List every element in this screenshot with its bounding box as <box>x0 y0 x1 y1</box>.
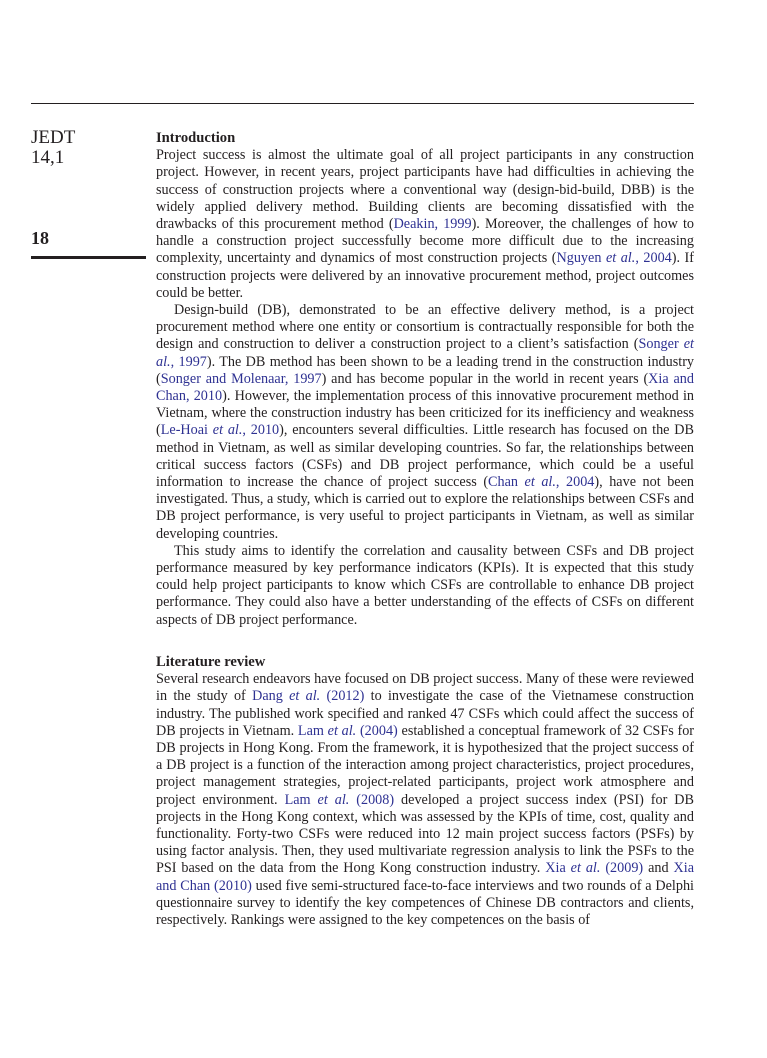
section-heading: Literature review <box>156 653 266 670</box>
citation-link[interactable]: Chan <box>488 474 525 491</box>
page-number: 18 <box>31 228 49 248</box>
citation-link[interactable]: Le-Hoai <box>160 422 213 439</box>
volume-issue: 14,1 <box>31 147 65 168</box>
citation-link[interactable]: , 1997 <box>170 353 207 370</box>
citation-link[interactable]: et al. <box>570 860 601 877</box>
citation-link[interactable]: Xia and Chan (2010) <box>156 860 694 894</box>
citation-link[interactable]: , 2004 <box>555 474 595 491</box>
citation-link[interactable]: et al. <box>605 250 636 267</box>
paragraph: Design-build (DB), demonstrated to be an effective delivery method, is a project procurement method where one entity or consortium is contractually responsible for both the design and construction to deliver a construction project to a client’s satisfaction (Songer et al., 1997). The DB method has been shown to be a leading trend in the construction industry (Songer and Molenaar, 1997) and has become popular in the world in recent years (Xia and Chan, 2010). However, the implementation process of this innovative procurement method in Vietnam, where the construction industry has been criticized for its inefficiency and weakness (Le-Hoai et al., 2010), encounters several difficulties. Little research has focused on the DB method in Vietnam, as well as similar developing countries. So far, the relationships between critical success factors (CSFs) and DB project performance, which could be a useful information to increase the chance of project success (Chan et al., 2004), have not been investigated. Thus, a study, which is carried out to explore the relationships between CSFs and DB project performance, is very useful to project participants in Vietnam, as well as similar developing countries. <box>156 302 695 542</box>
citation-link[interactable]: (2004) <box>356 722 398 739</box>
citation-link[interactable]: Lam <box>284 791 318 808</box>
citation-link[interactable]: Songer and Molenaar, 1997 <box>160 370 322 387</box>
paragraph: This study aims to identify the correlation and causality between CSFs and DB project performance measured by key performance indicators (KPIs). It is expected that this study could help project participants to know which CSFs are controllable to enhance DB project performance. They could also have a better understanding of the effects of CSFs on different aspects of DB project performance. <box>156 542 694 628</box>
citation-link[interactable]: et al. <box>317 791 350 808</box>
citation-link[interactable]: Xia <box>545 860 571 877</box>
citation-link[interactable]: Deakin, 1999 <box>393 216 472 233</box>
citation-link[interactable]: et al. <box>212 422 243 439</box>
citation-link[interactable]: (2012) <box>320 688 365 705</box>
citation-link[interactable]: Dang <box>252 688 290 705</box>
citation-link[interactable]: , 2004 <box>635 250 672 267</box>
paragraph: Project success is almost the ultimate goal of all project participants in any construction project. However, in recent years, project participants have had difficulties in achieving the success of construction projects where a conventional way (design-bid-build, DBB) is the widely applied delivery method. Building clients are becoming dissatisfied with the drawbacks of this procurement method (Deakin, 1999). Moreover, the challenges of how to handle a construction project successfully become more difficult due to the increasing complexity, uncertainty and dynamics of most construction projects (Nguyen et al., 2004). If construction projects were delivered by an innovative procurement method, project outcomes could be better. <box>156 147 695 301</box>
section-heading: Introduction <box>156 130 236 146</box>
section-gap <box>156 629 694 654</box>
journal-info <box>31 128 75 168</box>
top-rule <box>31 103 694 104</box>
article-body <box>156 130 694 929</box>
citation-link[interactable]: Xia and Chan, 2010 <box>156 370 694 405</box>
citation-link[interactable]: et al. <box>289 688 321 705</box>
citation-link[interactable]: Nguyen <box>556 250 606 267</box>
citation-link[interactable]: Songer <box>638 336 684 353</box>
citation-link[interactable]: et al. <box>327 722 357 739</box>
citation-link[interactable]: (2009) <box>600 860 644 877</box>
journal-abbrev: JEDT <box>31 127 76 148</box>
citation-link[interactable]: Lam <box>297 722 328 739</box>
citation-link[interactable]: et al. <box>524 474 556 491</box>
paragraph: Several research endeavors have focused on DB project success. Many of these were reviewed in the study of Dang et al. (2012) to investigate the case of the Vietnamese construction industry. The published work specified and ranked 47 CSFs which could affect the success of DB projects in Vietnam. Lam et al. (2004) established a conceptual framework of 32 CSFs for DB projects in Hong Kong. From the framework, it is hypothesized that the project success of a DB project is a function of the interaction among project characteristics, project procedures, project management strategies, project-related participants, project work atmosphere and project environment. Lam et al. (2008) developed a project success index (PSI) for DB projects in the Hong Kong context, which was assessed by the KPIs of time, cost, quality and functionality. Forty-two CSFs were reduced into 12 main project success factors (PSFs) by using factor analysis. Then, they used multivariate regression analysis to link the PSFs to the PSI based on the data from the Hong Kong construction industry. Xia et al. (2009) and Xia and Chan (2010) used five semi-structured face-to-face interviews and two rounds of a Delphi questionnaire survey to identify the key competences of Chinese DB contractors and clients, respectively. Rankings were assigned to the key competences on the basis of <box>156 671 695 928</box>
citation-link[interactable]: et al. <box>156 336 694 370</box>
citation-link[interactable]: (2008) <box>349 791 395 808</box>
side-rule <box>31 256 146 259</box>
citation-link[interactable]: , 2010 <box>242 422 280 439</box>
